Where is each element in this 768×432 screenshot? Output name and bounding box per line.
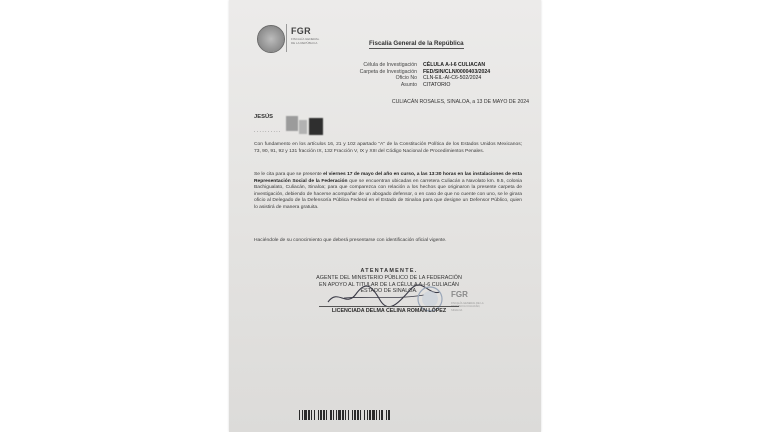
signer-title-2: EN APOYO AL TITULAR DE LA CÉLULA A-I-6 CULIACÁN bbox=[319, 281, 459, 288]
meta-label: Carpeta de Investigación bbox=[359, 68, 417, 75]
redaction-blur bbox=[299, 120, 307, 134]
barcode-stripe bbox=[390, 410, 391, 420]
meta-label: Oficio No bbox=[395, 75, 417, 82]
summons-details: que se encuentran ubicadas en carretera Culiacán a Navolato km. 9.5, colonia Bachigualato, Culiacán, Sinaloa; para que comparezca con relación a los hechos que originaron la presente carpeta de investigación, debiendo de hacerse acompañar de un abogado defensor, o en caso de que no cuente con uno, se le girara oficio al Delegado de la Defensoría Pública Federal en el Estado de Sinaloa para que designe un Defensor Público, quien lo asistirá de manera gratuita. bbox=[254, 178, 522, 210]
mexico-seal-icon bbox=[257, 25, 285, 53]
meta-row-folder bbox=[329, 69, 529, 76]
document-page bbox=[229, 0, 541, 432]
paragraph-identification: Haciéndole de su conocimiento que deberá presentarse con identificación oficial vigente. bbox=[254, 238, 447, 243]
fgr-logo-subtext: FISCALÍA GENERAL DE LA REPÚBLICA bbox=[291, 37, 320, 45]
barcode bbox=[299, 410, 479, 420]
signer-name: LICENCIADA DELMA CELINA ROMÁN LÓPEZ bbox=[331, 308, 447, 314]
stamp-subtext: FISCALÍA GENERAL DE LA REPÚBLICA CULIACÁN, SINALOA bbox=[451, 302, 484, 312]
meta-row-office bbox=[329, 75, 529, 82]
meta-row-cell bbox=[329, 62, 529, 69]
fgr-logo-text: FGR bbox=[291, 26, 311, 36]
meta-value: CÉLULA A-I-6 CULIACAN bbox=[423, 62, 486, 68]
redaction-blur bbox=[309, 118, 323, 135]
redaction-blur bbox=[286, 116, 298, 131]
meta-label: Célula de Investigación bbox=[363, 62, 417, 68]
paragraph-summons bbox=[254, 172, 522, 212]
paragraph-legal-basis: Con fundamento en los artículos 16, 21 y 102 apartado "A" de la Constitución Política de los Estados Unidos Mexicanos; 73, 90, 91, 92 y 131 fracción IX, 132 Fracción V, IX y XIII del Código Nacional de Procedimientos Penales. bbox=[254, 142, 522, 154]
meta-value: CITATORIO bbox=[423, 81, 451, 88]
summons-intro: Se le cita para que se presente bbox=[254, 172, 324, 177]
signature-line bbox=[319, 306, 459, 307]
meta-value: FED/SIN/CLN/0000403/2024 bbox=[423, 68, 491, 75]
institution-title: Fiscalía General de la República bbox=[369, 40, 464, 47]
signer-title-1: AGENTE DEL MINISTERIO PÚBLICO DE LA FEDERACIÓN bbox=[316, 274, 462, 281]
meta-label: Asunto bbox=[400, 81, 417, 88]
logo-divider bbox=[286, 24, 287, 52]
recipient-dots: . . . . . . . . . . bbox=[254, 128, 281, 134]
signer-title-3: ESTADO DE SINALOA. bbox=[360, 288, 418, 295]
place-date: CULIACÁN ROSALES, SINALOA, a 13 DE MAYO DE 2024 bbox=[391, 99, 529, 105]
stamp-text: FGR bbox=[451, 290, 468, 299]
recipient-name: JESÚS bbox=[254, 114, 274, 120]
meta-row-subject bbox=[329, 82, 529, 89]
reference-block bbox=[329, 62, 529, 88]
summons-date-location: el viernes 17 de mayo del año en curso, a las 13:30 horas en las instalaciones de esta Representación Social de la Federación bbox=[254, 172, 522, 184]
meta-value: CLN-EIL-AI-C6-502/2024 bbox=[423, 75, 482, 82]
closing-atentamente: ATENTAMENTE. bbox=[360, 268, 418, 274]
